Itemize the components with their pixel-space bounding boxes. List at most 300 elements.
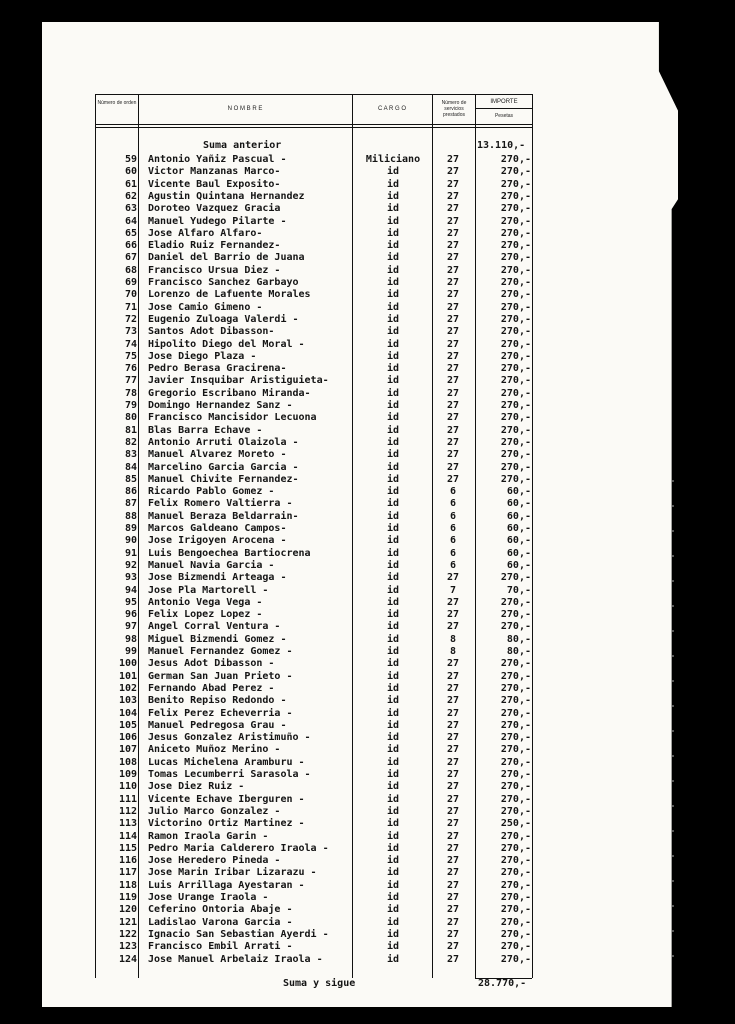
margin-dot (672, 505, 674, 507)
header-cargo: C A R G O (377, 106, 406, 112)
row-servicios: 27 (446, 190, 460, 202)
row-servicios: 27 (446, 916, 460, 928)
row-name: Miguel Bizmendi Gomez - (148, 633, 287, 645)
row-cargo: id (386, 818, 400, 830)
row-cargo: id (386, 166, 400, 178)
row-name: Vicente Baul Exposito- (148, 178, 281, 190)
row-servicios: 27 (446, 387, 460, 399)
row-name: Pedro Maria Calderero Iraola - (148, 842, 329, 854)
row-cargo: id (386, 941, 400, 953)
margin-dot (672, 580, 674, 582)
row-number: 69 (124, 277, 137, 288)
row-servicios: 27 (446, 769, 460, 780)
row-importe: 270,- (500, 928, 531, 940)
margin-dot (672, 605, 674, 607)
row-number: 98 (124, 633, 137, 645)
table-row (0, 954, 735, 966)
row-importe: 270,- (500, 621, 531, 633)
row-name: Lorenzo de Lafuente Morales (148, 289, 311, 301)
row-importe: 270,- (500, 682, 531, 694)
row-name: Jose Irigoyen Arocena - (148, 535, 287, 547)
row-servicios: 27 (446, 412, 460, 424)
table-row (0, 154, 735, 166)
row-number: 82 (124, 436, 137, 448)
row-number: 74 (124, 338, 137, 350)
row-cargo: id (386, 584, 400, 596)
table-row (0, 609, 735, 621)
row-servicios: 6 (449, 510, 457, 522)
row-importe: 270,- (500, 781, 531, 793)
row-number: 106 (118, 732, 137, 744)
row-name: Marcelino Garcia Garcia - (148, 461, 299, 473)
row-cargo: id (386, 547, 400, 559)
table-row (0, 474, 735, 486)
row-servicios: 6 (449, 559, 457, 571)
row-cargo: id (386, 375, 400, 387)
row-cargo: id (386, 719, 400, 731)
row-servicios: 8 (449, 633, 457, 645)
row-number: 100 (118, 658, 137, 670)
row-importe: 270,- (500, 805, 531, 817)
header-double-border (95, 127, 533, 128)
row-number: 111 (118, 793, 137, 805)
margin-dot (672, 755, 674, 757)
row-name: Francisco Mancisidor Lecuona (148, 412, 317, 424)
row-number: 123 (118, 941, 137, 953)
row-importe: 270,- (500, 289, 531, 301)
table-row (0, 548, 735, 560)
table-row (0, 449, 735, 461)
row-importe: 270,- (500, 400, 531, 411)
row-name: Marcos Galdeano Campos- (148, 523, 287, 534)
margin-dot (672, 480, 674, 482)
table-row (0, 695, 735, 707)
row-number: 76 (124, 363, 137, 375)
row-importe: 270,- (500, 842, 531, 854)
table-row (0, 412, 735, 424)
row-importe: 270,- (500, 867, 531, 879)
row-importe: 270,- (500, 387, 531, 399)
table-row (0, 363, 735, 375)
row-importe: 60,- (506, 498, 531, 510)
row-servicios: 27 (446, 842, 460, 854)
row-number: 90 (124, 535, 137, 547)
row-number: 64 (124, 215, 137, 227)
row-name: Eugenio Zuloaga Valerdi - (148, 313, 299, 325)
margin-dot (672, 805, 674, 807)
row-importe: 270,- (500, 252, 531, 264)
row-number: 81 (124, 424, 137, 436)
row-servicios: 27 (446, 928, 460, 940)
row-servicios: 27 (446, 289, 460, 301)
row-importe: 270,- (500, 338, 531, 350)
table-row (0, 375, 735, 387)
row-importe: 270,- (500, 350, 531, 362)
row-cargo: id (386, 449, 400, 461)
row-name: Jose Diez Ruiz - (148, 781, 245, 793)
row-name: Doroteo Vazquez Gracia (148, 203, 281, 215)
header-numero-orden: Número de orden (97, 100, 137, 106)
table-row (0, 523, 735, 535)
table-row (0, 585, 735, 597)
row-importe: 270,- (500, 154, 531, 165)
row-number: 97 (124, 621, 137, 633)
table-row (0, 191, 735, 203)
row-importe: 270,- (500, 732, 531, 744)
row-name: Manuel Alvarez Moreto - (148, 449, 287, 461)
row-cargo: id (386, 387, 400, 399)
row-number: 61 (124, 178, 137, 190)
row-importe: 270,- (500, 436, 531, 448)
row-importe: 60,- (506, 535, 531, 547)
table-row (0, 720, 735, 732)
row-name: Jose Alfaro Alfaro- (148, 227, 263, 239)
row-importe: 270,- (500, 363, 531, 375)
table-row (0, 634, 735, 646)
table-row (0, 535, 735, 547)
row-name: Victor Manzanas Marco- (148, 166, 281, 178)
row-name: Victorino Ortiz Martinez - (148, 818, 305, 830)
row-number: 70 (124, 289, 137, 301)
row-number: 77 (124, 375, 137, 387)
row-number: 102 (118, 682, 137, 694)
row-importe: 270,- (500, 707, 531, 719)
row-servicios: 27 (446, 818, 460, 830)
margin-dot (672, 555, 674, 557)
row-number: 68 (124, 264, 137, 276)
row-importe: 80,- (506, 646, 531, 657)
row-cargo: id (386, 436, 400, 448)
table-row (0, 683, 735, 695)
row-importe: 270,- (500, 375, 531, 387)
row-number: 65 (124, 227, 137, 239)
row-cargo: id (386, 646, 400, 657)
row-number: 112 (118, 805, 137, 817)
row-cargo: id (386, 498, 400, 510)
row-importe: 270,- (500, 178, 531, 190)
row-name: Ramon Iraola Garin - (148, 830, 269, 842)
row-cargo: id (386, 523, 400, 534)
row-cargo: id (386, 781, 400, 793)
row-servicios: 27 (446, 670, 460, 682)
row-servicios: 27 (446, 338, 460, 350)
row-name: Vicente Echave Iberguren - (148, 793, 305, 805)
row-servicios: 27 (446, 301, 460, 313)
margin-dot (672, 780, 674, 782)
table-row (0, 572, 735, 584)
row-number: 108 (118, 756, 137, 768)
row-importe: 70,- (506, 584, 531, 596)
table-row (0, 671, 735, 683)
row-name: Domingo Hernandez Sanz - (148, 400, 293, 411)
row-cargo: id (386, 744, 400, 756)
row-importe: 270,- (500, 953, 531, 965)
row-importe: 270,- (500, 572, 531, 584)
row-number: 116 (118, 855, 137, 867)
row-cargo: id (386, 240, 400, 252)
row-cargo: id (386, 658, 400, 670)
row-number: 99 (124, 646, 137, 657)
row-name: Fernando Abad Perez - (148, 682, 275, 694)
margin-dot (672, 855, 674, 857)
row-name: Manuel Pedregosa Grau - (148, 719, 287, 731)
row-cargo: id (386, 621, 400, 633)
row-number: 104 (118, 707, 137, 719)
row-servicios: 27 (446, 264, 460, 276)
row-number: 96 (124, 609, 137, 621)
row-importe: 60,- (506, 486, 531, 498)
table-row (0, 425, 735, 437)
table-row (0, 216, 735, 228)
row-name: Ceferino Ontoria Abaje - (148, 904, 293, 916)
margin-dot (672, 655, 674, 657)
row-importe: 270,- (500, 215, 531, 227)
row-cargo: id (386, 707, 400, 719)
row-importe: 270,- (500, 277, 531, 288)
table-row (0, 794, 735, 806)
header-servicios: Número de servicios prestados (441, 100, 467, 118)
row-name: Felix Lopez Lopez - (148, 609, 263, 621)
row-name: Ladislao Varona Garcia - (148, 916, 293, 928)
row-importe: 270,- (500, 190, 531, 202)
row-name: Felix Perez Echeverria - (148, 707, 293, 719)
row-name: Luis Arrillaga Ayestaran - (148, 879, 305, 891)
row-name: Agustin Quintana Hernandez (148, 190, 305, 202)
row-number: 75 (124, 350, 137, 362)
row-name: Hipolito Diego del Moral - (148, 338, 305, 350)
margin-dot (672, 530, 674, 532)
row-servicios: 27 (446, 227, 460, 239)
row-servicios: 27 (446, 350, 460, 362)
row-servicios: 27 (446, 621, 460, 633)
table-row (0, 314, 735, 326)
row-number: 87 (124, 498, 137, 510)
table-row (0, 769, 735, 781)
row-cargo: id (386, 732, 400, 744)
row-cargo: id (386, 756, 400, 768)
row-cargo: id (386, 338, 400, 350)
row-name: Antonio Yañiz Pascual - (148, 154, 287, 165)
table-row (0, 486, 735, 498)
row-number: 67 (124, 252, 137, 264)
row-servicios: 27 (446, 215, 460, 227)
table-row (0, 265, 735, 277)
row-importe: 270,- (500, 203, 531, 215)
row-cargo: id (386, 953, 400, 965)
row-cargo: id (386, 461, 400, 473)
table-row (0, 892, 735, 904)
table-row (0, 646, 735, 658)
table-row (0, 904, 735, 916)
importe-subheader-line (475, 108, 532, 109)
margin-dot (672, 905, 674, 907)
header-pesetas: Pesetas (494, 113, 514, 119)
row-name: Gregorio Escribano Miranda- (148, 387, 311, 399)
header-nombre: N O M B R E (227, 106, 263, 112)
table-row (0, 831, 735, 843)
row-servicios: 27 (446, 695, 460, 707)
row-name: Manuel Yudego Pilarte - (148, 215, 287, 227)
row-importe: 270,- (500, 769, 531, 780)
row-name: Manuel Beraza Beldarrain- (148, 510, 299, 522)
row-importe: 270,- (500, 166, 531, 178)
row-importe: 60,- (506, 510, 531, 522)
row-servicios: 27 (446, 793, 460, 805)
row-importe: 270,- (500, 301, 531, 313)
row-cargo: id (386, 301, 400, 313)
row-servicios: 6 (449, 547, 457, 559)
table-row (0, 708, 735, 720)
row-cargo: id (386, 633, 400, 645)
row-importe: 270,- (500, 695, 531, 707)
row-name: Tomas Lecumberri Sarasola - (148, 769, 311, 780)
row-number: 118 (118, 879, 137, 891)
table-row (0, 806, 735, 818)
table-row (0, 351, 735, 363)
table-row (0, 560, 735, 572)
row-cargo: id (386, 227, 400, 239)
row-number: 119 (118, 892, 137, 903)
table-row (0, 400, 735, 412)
row-cargo: id (386, 486, 400, 498)
table-row (0, 277, 735, 289)
table-row (0, 166, 735, 178)
row-number: 59 (124, 154, 137, 165)
table-row (0, 621, 735, 633)
row-servicios: 27 (446, 855, 460, 867)
row-importe: 270,- (500, 916, 531, 928)
row-number: 121 (118, 916, 137, 928)
row-servicios: 27 (446, 400, 460, 411)
row-servicios: 27 (446, 326, 460, 338)
row-name: Pedro Berasa Gracirena- (148, 363, 287, 375)
row-servicios: 27 (446, 596, 460, 608)
row-name: Julio Marco Gonzalez - (148, 805, 281, 817)
table-row (0, 781, 735, 793)
row-number: 93 (124, 572, 137, 584)
row-servicios: 27 (446, 240, 460, 252)
row-servicios: 27 (446, 719, 460, 731)
row-servicios: 6 (449, 498, 457, 510)
row-importe: 270,- (500, 473, 531, 485)
row-importe: 270,- (500, 941, 531, 953)
row-servicios: 27 (446, 424, 460, 436)
table-row (0, 252, 735, 264)
row-number: 71 (124, 301, 137, 313)
row-servicios: 27 (446, 154, 460, 165)
row-cargo: id (386, 867, 400, 879)
row-cargo: id (386, 805, 400, 817)
row-cargo: id (386, 264, 400, 276)
row-number: 92 (124, 559, 137, 571)
row-servicios: 27 (446, 609, 460, 621)
row-cargo: id (386, 682, 400, 694)
row-name: Manuel Fernandez Gomez - (148, 646, 293, 657)
row-name: Jose Camio Gimeno - (148, 301, 263, 313)
row-number: 73 (124, 326, 137, 338)
row-number: 107 (118, 744, 137, 756)
row-servicios: 27 (446, 781, 460, 793)
table-row (0, 658, 735, 670)
row-importe: 60,- (506, 559, 531, 571)
row-number: 78 (124, 387, 137, 399)
row-cargo: id (386, 289, 400, 301)
table-row (0, 228, 735, 240)
row-cargo: id (386, 855, 400, 867)
row-cargo: id (386, 277, 400, 288)
row-cargo: id (386, 350, 400, 362)
row-servicios: 27 (446, 756, 460, 768)
table-row (0, 597, 735, 609)
row-servicios: 27 (446, 277, 460, 288)
row-importe: 270,- (500, 326, 531, 338)
row-servicios: 6 (449, 523, 457, 534)
row-number: 124 (118, 953, 137, 965)
table-row (0, 941, 735, 953)
row-name: Jose Heredero Pineda - (148, 855, 281, 867)
table-row (0, 326, 735, 338)
header-bottom-border (95, 124, 533, 125)
row-servicios: 27 (446, 313, 460, 325)
table-row (0, 732, 735, 744)
table-row (0, 880, 735, 892)
row-name: Manuel Chivite Fernandez- (148, 473, 299, 485)
row-number: 113 (118, 818, 137, 830)
row-importe: 270,- (500, 596, 531, 608)
row-name: Francisco Ursua Diez - (148, 264, 281, 276)
margin-dot (672, 730, 674, 732)
row-cargo: id (386, 609, 400, 621)
row-number: 62 (124, 190, 137, 202)
row-name: Ricardo Pablo Gomez - (148, 486, 275, 498)
row-importe: 270,- (500, 264, 531, 276)
table-row (0, 203, 735, 215)
margin-dot (672, 880, 674, 882)
row-importe: 270,- (500, 240, 531, 252)
row-servicios: 27 (446, 473, 460, 485)
row-cargo: id (386, 178, 400, 190)
row-name: Francisco Sanchez Garbayo (148, 277, 299, 288)
table-row (0, 843, 735, 855)
row-servicios: 27 (446, 732, 460, 744)
row-cargo: id (386, 892, 400, 903)
row-servicios: 6 (449, 486, 457, 498)
row-number: 80 (124, 412, 137, 424)
row-number: 63 (124, 203, 137, 215)
row-cargo: id (386, 572, 400, 584)
row-cargo: id (386, 670, 400, 682)
row-importe: 270,- (500, 670, 531, 682)
row-cargo: id (386, 695, 400, 707)
table-row (0, 917, 735, 929)
row-cargo: id (386, 424, 400, 436)
row-name: Jose Urange Iraola - (148, 892, 269, 903)
row-name: Luis Bengoechea Bartiocrena (148, 547, 311, 559)
row-name: Jose Marin Iribar Lizarazu - (148, 867, 317, 879)
row-name: Ignacio San Sebastian Ayerdi - (148, 928, 329, 940)
row-number: 114 (118, 830, 137, 842)
row-cargo: id (386, 535, 400, 547)
row-number: 115 (118, 842, 137, 854)
row-importe: 270,- (500, 461, 531, 473)
table-row (0, 289, 735, 301)
row-cargo: id (386, 400, 400, 411)
row-importe: 270,- (500, 449, 531, 461)
row-name: Jose Manuel Arbelaiz Iraola - (148, 953, 323, 965)
row-number: 110 (118, 781, 137, 793)
row-servicios: 27 (446, 867, 460, 879)
table-row (0, 867, 735, 879)
